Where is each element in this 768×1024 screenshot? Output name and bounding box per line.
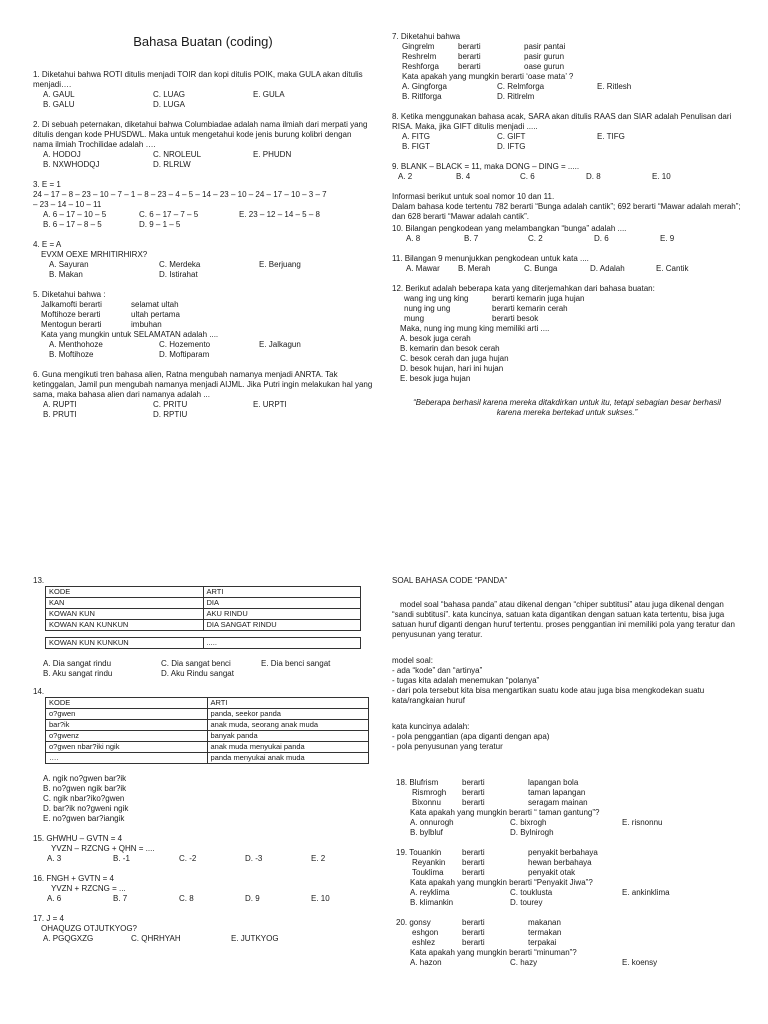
option: D. RPTIU bbox=[153, 410, 188, 420]
table-cell: ..... bbox=[203, 638, 361, 649]
option: B. NXWHODQJ bbox=[43, 160, 100, 170]
option: E. koensy bbox=[622, 958, 658, 967]
option: E. 23 – 12 – 14 – 5 – 8 bbox=[239, 210, 320, 220]
question-text: YVZN – RZCNG + QHN = .... bbox=[51, 844, 155, 853]
right-bottom-column bbox=[392, 576, 742, 978]
question-code: EVXM OEXE MRHITIRHIRX? bbox=[41, 250, 148, 260]
code-meaning: penyakit berbahaya bbox=[528, 848, 598, 857]
table-cell: panda, seekor panda bbox=[207, 709, 369, 720]
table-header: ARTI bbox=[207, 698, 369, 709]
option: B. FIGT bbox=[402, 142, 430, 151]
code-word: 20. gonsy bbox=[396, 918, 431, 927]
code-meaning: imbuhan bbox=[131, 320, 162, 330]
option: B. Makan bbox=[49, 270, 83, 280]
code-word: eshgon bbox=[412, 928, 439, 937]
table-header: ARTI bbox=[203, 587, 361, 598]
question-sequence: – 23 – 14 – 10 – 11 bbox=[33, 200, 102, 210]
question-5 bbox=[33, 290, 373, 360]
code-meaning: ultah pertama bbox=[131, 310, 180, 320]
question-text: 11. Bilangan 9 menunjukkan pengkodean untuk kata .... bbox=[392, 254, 589, 263]
question-11 bbox=[392, 254, 742, 274]
option: D. 9 bbox=[245, 894, 260, 903]
code-verb: berarti bbox=[462, 928, 485, 937]
kunci-item: - pola penyusunan yang teratur bbox=[392, 742, 503, 751]
option: D. IFTG bbox=[497, 142, 526, 151]
table-cell: anak muda, seorang anak muda bbox=[207, 720, 369, 731]
option: C. Merdeka bbox=[159, 260, 201, 270]
option: C. LUAG bbox=[153, 90, 186, 100]
option: A. besok juga cerah bbox=[400, 334, 471, 343]
question-12 bbox=[392, 284, 742, 384]
code-meaning: berarti kemarin cerah bbox=[492, 304, 568, 313]
code-word: Jalkamofti berarti bbox=[41, 300, 102, 310]
option: B. Ritlforga bbox=[402, 92, 442, 101]
code-meaning: lapangan bola bbox=[528, 778, 579, 787]
option: B. GALU bbox=[43, 100, 75, 110]
option: D. Adalah bbox=[590, 264, 625, 273]
option: A. hazon bbox=[410, 958, 442, 967]
question-text: 17. J = 4 bbox=[33, 914, 64, 923]
option: D. Aku Rindu sangat bbox=[161, 669, 234, 678]
table-header-row bbox=[46, 587, 361, 598]
table-cell: bar?ik bbox=[46, 720, 208, 731]
table-row bbox=[46, 753, 369, 764]
section-intro: model soal “bahasa panda” atau dikenal dengan “chiper subtitusi” atau juga dikenal dengan “sandi subtitusi”. kata kuncinya, satuan kata digantikan dengan satuan kata tertentu, bisa juga satuan huruf diganti dengan huruf tertentu. proses penggantian ini memiliki pola yang teratur dan penyusunan yang teratur. bbox=[392, 600, 735, 639]
code-verb: berarti bbox=[462, 918, 485, 927]
code-verb: berarti bbox=[458, 42, 481, 51]
table-row bbox=[46, 638, 361, 649]
option: E. GULA bbox=[253, 90, 285, 100]
option: B. 6 – 17 – 8 – 5 bbox=[43, 220, 102, 230]
table-cell: o?gwen bbox=[46, 709, 208, 720]
question-ask: Kata apakah yang mungkin berarti “ taman gantung”? bbox=[410, 808, 600, 817]
option: E. ankinklima bbox=[622, 888, 670, 897]
code-verb: berarti bbox=[462, 848, 485, 857]
table-header: KODE bbox=[46, 698, 208, 709]
code-word: nung ing ung bbox=[404, 304, 451, 313]
question-text: 2. Di sebuah peternakan, diketahui bahwa Columbiadae adalah nama ilmiah dari merpati yang ditulis dengan kode PHUSDWL. Maka untuk mengetahui kode jenis burung kolibri dengan nama ilmiah Trochilidae adalah …. bbox=[33, 120, 368, 150]
question-18 bbox=[392, 778, 742, 838]
question-text: 16. FNGH + GVTN = 4 bbox=[33, 874, 114, 883]
option: C. 2 bbox=[528, 234, 543, 243]
page-title: Bahasa Buatan (coding) bbox=[133, 34, 273, 49]
table-cell: anak muda menyukai panda bbox=[207, 742, 369, 753]
table-cell: KAN bbox=[46, 598, 204, 609]
question-ask: Kata yang mungkin untuk SELAMATAN adalah .... bbox=[41, 330, 219, 340]
option: D. Moftiparam bbox=[159, 350, 210, 360]
option: E. Ritlesh bbox=[597, 82, 632, 91]
code-meaning: pasir pantai bbox=[524, 42, 566, 51]
table-row bbox=[46, 742, 369, 753]
code-table bbox=[45, 586, 361, 631]
option: A. FITG bbox=[402, 132, 430, 141]
question-sequence: 24 – 17 – 8 – 23 – 10 – 7 – 1 – 8 – 23 – 4 – 5 – 14 – 23 – 10 – 24 – 17 – 10 – 3 – 7 bbox=[33, 190, 327, 200]
code-word: Reshforga bbox=[402, 62, 439, 71]
question-code: OHAQUZG OTJUTKYOG? bbox=[41, 924, 138, 933]
option: B. klimankin bbox=[410, 898, 454, 907]
option: B. Aku sangat rindu bbox=[43, 669, 113, 678]
question-15 bbox=[33, 834, 373, 864]
question-8 bbox=[392, 112, 742, 152]
code-word: Reyankin bbox=[412, 858, 446, 867]
option: A. Dia sangat rindu bbox=[43, 659, 112, 668]
question-20 bbox=[392, 918, 742, 968]
info-text: Dalam bahasa kode tertentu 782 berarti “Bunga adalah cantik”; 692 berarti “Mawar adalah merah”; dan 628 berarti “Mawar adalah cantik”. bbox=[392, 202, 741, 221]
model-item: - ada “kode” dan “artinya” bbox=[392, 666, 483, 675]
option: E. 10 bbox=[311, 894, 330, 903]
question-19 bbox=[392, 848, 742, 908]
code-meaning: berarti kemarin juga hujan bbox=[492, 294, 585, 303]
option: E. besok juga hujan bbox=[400, 374, 471, 383]
code-word: Bixonnu bbox=[412, 798, 441, 807]
option: A. Sayuran bbox=[49, 260, 89, 270]
option: A. GAUL bbox=[43, 90, 75, 100]
ask-table bbox=[45, 637, 361, 649]
option: C. Dia sangat benci bbox=[161, 659, 231, 668]
option: E. Jalkagun bbox=[259, 340, 301, 350]
option: B. 7 bbox=[464, 234, 479, 243]
option: A. ngik no?gwen bar?ik bbox=[43, 774, 127, 783]
option: C. QHRHYAH bbox=[131, 934, 181, 943]
option: C. PRITU bbox=[153, 400, 188, 410]
code-word: 18. Blufrism bbox=[396, 778, 439, 787]
option: C. 6 bbox=[520, 172, 535, 181]
option: D. 8 bbox=[586, 172, 601, 181]
question-text: 8. Ketika menggunakan bahasa acak, SARA akan ditulis RAAS dan SIAR adalah Penulisan dari RISA. Maka, jika GIFT ditulis menjadi ..... bbox=[392, 112, 732, 131]
left-bottom-column bbox=[33, 576, 373, 954]
code-word: Rismrogh bbox=[412, 788, 447, 797]
option: A. 3 bbox=[47, 854, 62, 863]
motivational-quote: “Beberapa berhasil karena mereka ditakdirkan untuk itu, tetapi sebagian besar berhasil karena mereka bertekad untuk sukses.” bbox=[413, 398, 721, 417]
option: C. Relmforga bbox=[497, 82, 545, 91]
code-word: 19. Touankin bbox=[396, 848, 442, 857]
code-verb: berarti bbox=[462, 788, 485, 797]
option: C. -2 bbox=[179, 854, 197, 863]
code-word: wang ing ung king bbox=[404, 294, 469, 303]
option: E. URPTI bbox=[253, 400, 287, 410]
option: B. 7 bbox=[113, 894, 128, 903]
option: A. 8 bbox=[406, 234, 421, 243]
table-row bbox=[46, 731, 369, 742]
kunci-item: - pola penggantian (apa diganti dengan apa) bbox=[392, 732, 550, 741]
option: B. -1 bbox=[113, 854, 130, 863]
option: B. Merah bbox=[458, 264, 491, 273]
option: E. no?gwen bar?iangik bbox=[43, 814, 125, 823]
option: B. PRUTI bbox=[43, 410, 77, 420]
option: B. Moftihoze bbox=[49, 350, 94, 360]
table-cell: …. bbox=[46, 753, 208, 764]
option: E. 10 bbox=[652, 172, 671, 181]
question-text: YVZN + RZCNG = ... bbox=[51, 884, 126, 893]
option: C. Bunga bbox=[524, 264, 558, 273]
option: C. touklusta bbox=[510, 888, 553, 897]
option: A. 6 bbox=[47, 894, 62, 903]
option: C. 6 – 17 – 7 – 5 bbox=[139, 210, 199, 220]
table-row bbox=[46, 598, 361, 609]
question-9 bbox=[392, 162, 742, 182]
code-meaning: makanan bbox=[528, 918, 561, 927]
section-heading: SOAL BAHASA CODE “PANDA” bbox=[392, 576, 508, 585]
option: C. ngik nbar?iko?gwen bbox=[43, 794, 125, 803]
panda-section bbox=[392, 576, 742, 752]
code-word: Mentogun berarti bbox=[41, 320, 102, 330]
question-14 bbox=[33, 687, 373, 824]
question-6 bbox=[33, 370, 373, 420]
code-verb: berarti bbox=[462, 778, 485, 787]
option: D. RLRLW bbox=[153, 160, 191, 170]
code-word: Touklima bbox=[412, 868, 444, 877]
option: C. 8 bbox=[179, 894, 194, 903]
option: E. JUTKYOG bbox=[231, 934, 279, 943]
right-top-column bbox=[392, 32, 742, 418]
question-4 bbox=[33, 240, 373, 280]
question-text: 3. E = 1 bbox=[33, 180, 61, 190]
option: A. Menthohoze bbox=[49, 340, 103, 350]
code-meaning: selamat ultah bbox=[131, 300, 179, 310]
option: D. Istirahat bbox=[159, 270, 198, 280]
option: E. PHUDN bbox=[253, 150, 292, 160]
question-2 bbox=[33, 120, 373, 170]
option: A. HODOJ bbox=[43, 150, 81, 160]
option: A. Mawar bbox=[406, 264, 440, 273]
question-ask: Maka, nung ing mung king memiliki arti .... bbox=[400, 324, 550, 333]
code-word: Reshrelm bbox=[402, 52, 437, 61]
code-verb: berarti bbox=[462, 858, 485, 867]
option: E. 9 bbox=[660, 234, 675, 243]
code-verb: berarti bbox=[462, 868, 485, 877]
question-17 bbox=[33, 914, 373, 944]
code-meaning: hewan berbahaya bbox=[528, 858, 592, 867]
model-title: model soal: bbox=[392, 656, 433, 665]
option: E. risnonnu bbox=[622, 818, 663, 827]
option: E. Dia benci sangat bbox=[261, 659, 331, 668]
code-meaning: oase gurun bbox=[524, 62, 565, 71]
table-row bbox=[46, 620, 361, 631]
option: C. NROLEUL bbox=[153, 150, 202, 160]
info-block bbox=[392, 192, 742, 222]
question-text: 4. E = A bbox=[33, 240, 62, 250]
table-cell: panda menyukai anak muda bbox=[207, 753, 369, 764]
option: D. -3 bbox=[245, 854, 263, 863]
question-text: 12. Berikut adalah beberapa kata yang diterjemahkan dari bahasa buatan: bbox=[392, 284, 655, 293]
option: A. 6 – 17 – 10 – 5 bbox=[43, 210, 107, 220]
model-item: - tugas kita adalah menemukan “polanya” bbox=[392, 676, 540, 685]
table-cell: o?gwenz bbox=[46, 731, 208, 742]
question-text: 1. Diketahui bahwa ROTI ditulis menjadi TOIR dan kopi ditulis POIK, maka GULA akan ditulis menjadi…. bbox=[33, 70, 363, 90]
question-text: 15. GHWHU – GVTN = 4 bbox=[33, 834, 123, 843]
question-text: 10. Bilangan pengkodean yang melambangkan “bunga” adalah .... bbox=[392, 224, 627, 233]
code-table bbox=[45, 697, 369, 764]
code-meaning: taman lapangan bbox=[528, 788, 586, 797]
code-word: mung bbox=[404, 314, 425, 323]
code-verb: berarti bbox=[458, 52, 481, 61]
table-row bbox=[46, 609, 361, 620]
code-verb: berarti bbox=[462, 798, 485, 807]
code-word: Moftihoze berarti bbox=[41, 310, 101, 320]
question-text: 7. Diketahui bahwa bbox=[392, 32, 461, 41]
option: A. onnurogh bbox=[410, 818, 454, 827]
question-number: 13. bbox=[33, 576, 45, 585]
option: D. LUGA bbox=[153, 100, 186, 110]
code-meaning: seragam mainan bbox=[528, 798, 588, 807]
table-row bbox=[46, 720, 369, 731]
option: A. 2 bbox=[398, 172, 413, 181]
question-ask: Kata apakah yang mungkin berarti ‘oase mata’ ? bbox=[402, 72, 574, 81]
option: B. 4 bbox=[456, 172, 471, 181]
table-header-row bbox=[46, 698, 369, 709]
option: B. no?gwen ngik bar?ik bbox=[43, 784, 127, 793]
option: B. bylbluf bbox=[410, 828, 443, 837]
option: C. hazy bbox=[510, 958, 538, 967]
table-cell: banyak panda bbox=[207, 731, 369, 742]
table-cell: KOWAN KAN KUNKUN bbox=[46, 620, 204, 631]
question-1 bbox=[33, 70, 373, 110]
table-cell: o?gwen nbar?iki ngik bbox=[46, 742, 208, 753]
code-meaning: terpakai bbox=[528, 938, 557, 947]
option: D. tourey bbox=[510, 898, 543, 907]
option: C. besok cerah dan juga hujan bbox=[400, 354, 509, 363]
question-3 bbox=[33, 180, 373, 230]
question-text: 9. BLANK – BLACK = 11, maka DONG – DING = ..... bbox=[392, 162, 580, 171]
table-header: KODE bbox=[46, 587, 204, 598]
code-meaning: termakan bbox=[528, 928, 562, 937]
info-title: Informasi berikut untuk soal nomor 10 dan 11. bbox=[392, 192, 555, 201]
option: A. Gingforga bbox=[402, 82, 447, 91]
question-text: 5. Diketahui bahwa : bbox=[33, 290, 106, 300]
option: B. kemarin dan besok cerah bbox=[400, 344, 500, 353]
option: C. GIFT bbox=[497, 132, 526, 141]
question-ask: Kata apakah yang mungkin berarti “Penyakit Jiwa”? bbox=[410, 878, 593, 887]
table-cell: AKU RINDU bbox=[203, 609, 361, 620]
code-verb: berarti bbox=[462, 938, 485, 947]
question-number: 14. bbox=[33, 687, 45, 696]
option: D. bar?ik no?gweni ngik bbox=[43, 804, 129, 813]
code-meaning: penyakit otak bbox=[528, 868, 576, 877]
option: D. 6 bbox=[594, 234, 609, 243]
option: C. bixrogh bbox=[510, 818, 547, 827]
question-ask: Kata apakah yang mungkin berarti “minuman”? bbox=[410, 948, 577, 957]
option: E. Cantik bbox=[656, 264, 689, 273]
code-word: eshlez bbox=[412, 938, 436, 947]
question-13 bbox=[33, 576, 373, 679]
question-7 bbox=[392, 32, 742, 102]
option: E. 2 bbox=[311, 854, 326, 863]
option: A. RUPTI bbox=[43, 400, 77, 410]
left-top-column bbox=[33, 32, 373, 430]
question-text: 6. Guna mengikuti tren bahasa alien, Ratna mengubah namanya menjadi ANRTA. Tak ketinggalan, Jamil pun mengubah namanya menjadi AIJML. Jika Putri ingin melakukan hal yang sama, maka bahasa alien dari namanya adalah ... bbox=[33, 370, 373, 400]
table-cell: DIA SANGAT RINDU bbox=[203, 620, 361, 631]
code-meaning: pasir gurun bbox=[524, 52, 565, 61]
option: A. reyklima bbox=[410, 888, 450, 897]
code-word: Gingrelm bbox=[402, 42, 435, 51]
option: D. besok hujan, hari ini hujan bbox=[400, 364, 504, 373]
question-10 bbox=[392, 224, 742, 244]
option: D. 9 – 1 – 5 bbox=[139, 220, 181, 230]
table-cell: KOWAN KUN KUNKUN bbox=[46, 638, 204, 649]
option: C. Hozemento bbox=[159, 340, 211, 350]
option: D. Ritlrelm bbox=[497, 92, 535, 101]
code-meaning: berarti besok bbox=[492, 314, 539, 323]
question-16 bbox=[33, 874, 373, 904]
table-cell: DIA bbox=[203, 598, 361, 609]
table-cell: KOWAN KUN bbox=[46, 609, 204, 620]
model-item: - dari pola tersebut kita bisa mengartikan suatu kode atau juga bisa mengkodekan suatu kata/rangkaian huruf bbox=[392, 686, 705, 705]
option: E. Berjuang bbox=[259, 260, 301, 270]
code-verb: berarti bbox=[458, 62, 481, 71]
option: A. PGQGXZG bbox=[43, 934, 94, 943]
option: D. Bylnirogh bbox=[510, 828, 554, 837]
table-row bbox=[46, 709, 369, 720]
kunci-title: kata kuncinya adalah: bbox=[392, 722, 470, 731]
option: E. TIFG bbox=[597, 132, 625, 141]
